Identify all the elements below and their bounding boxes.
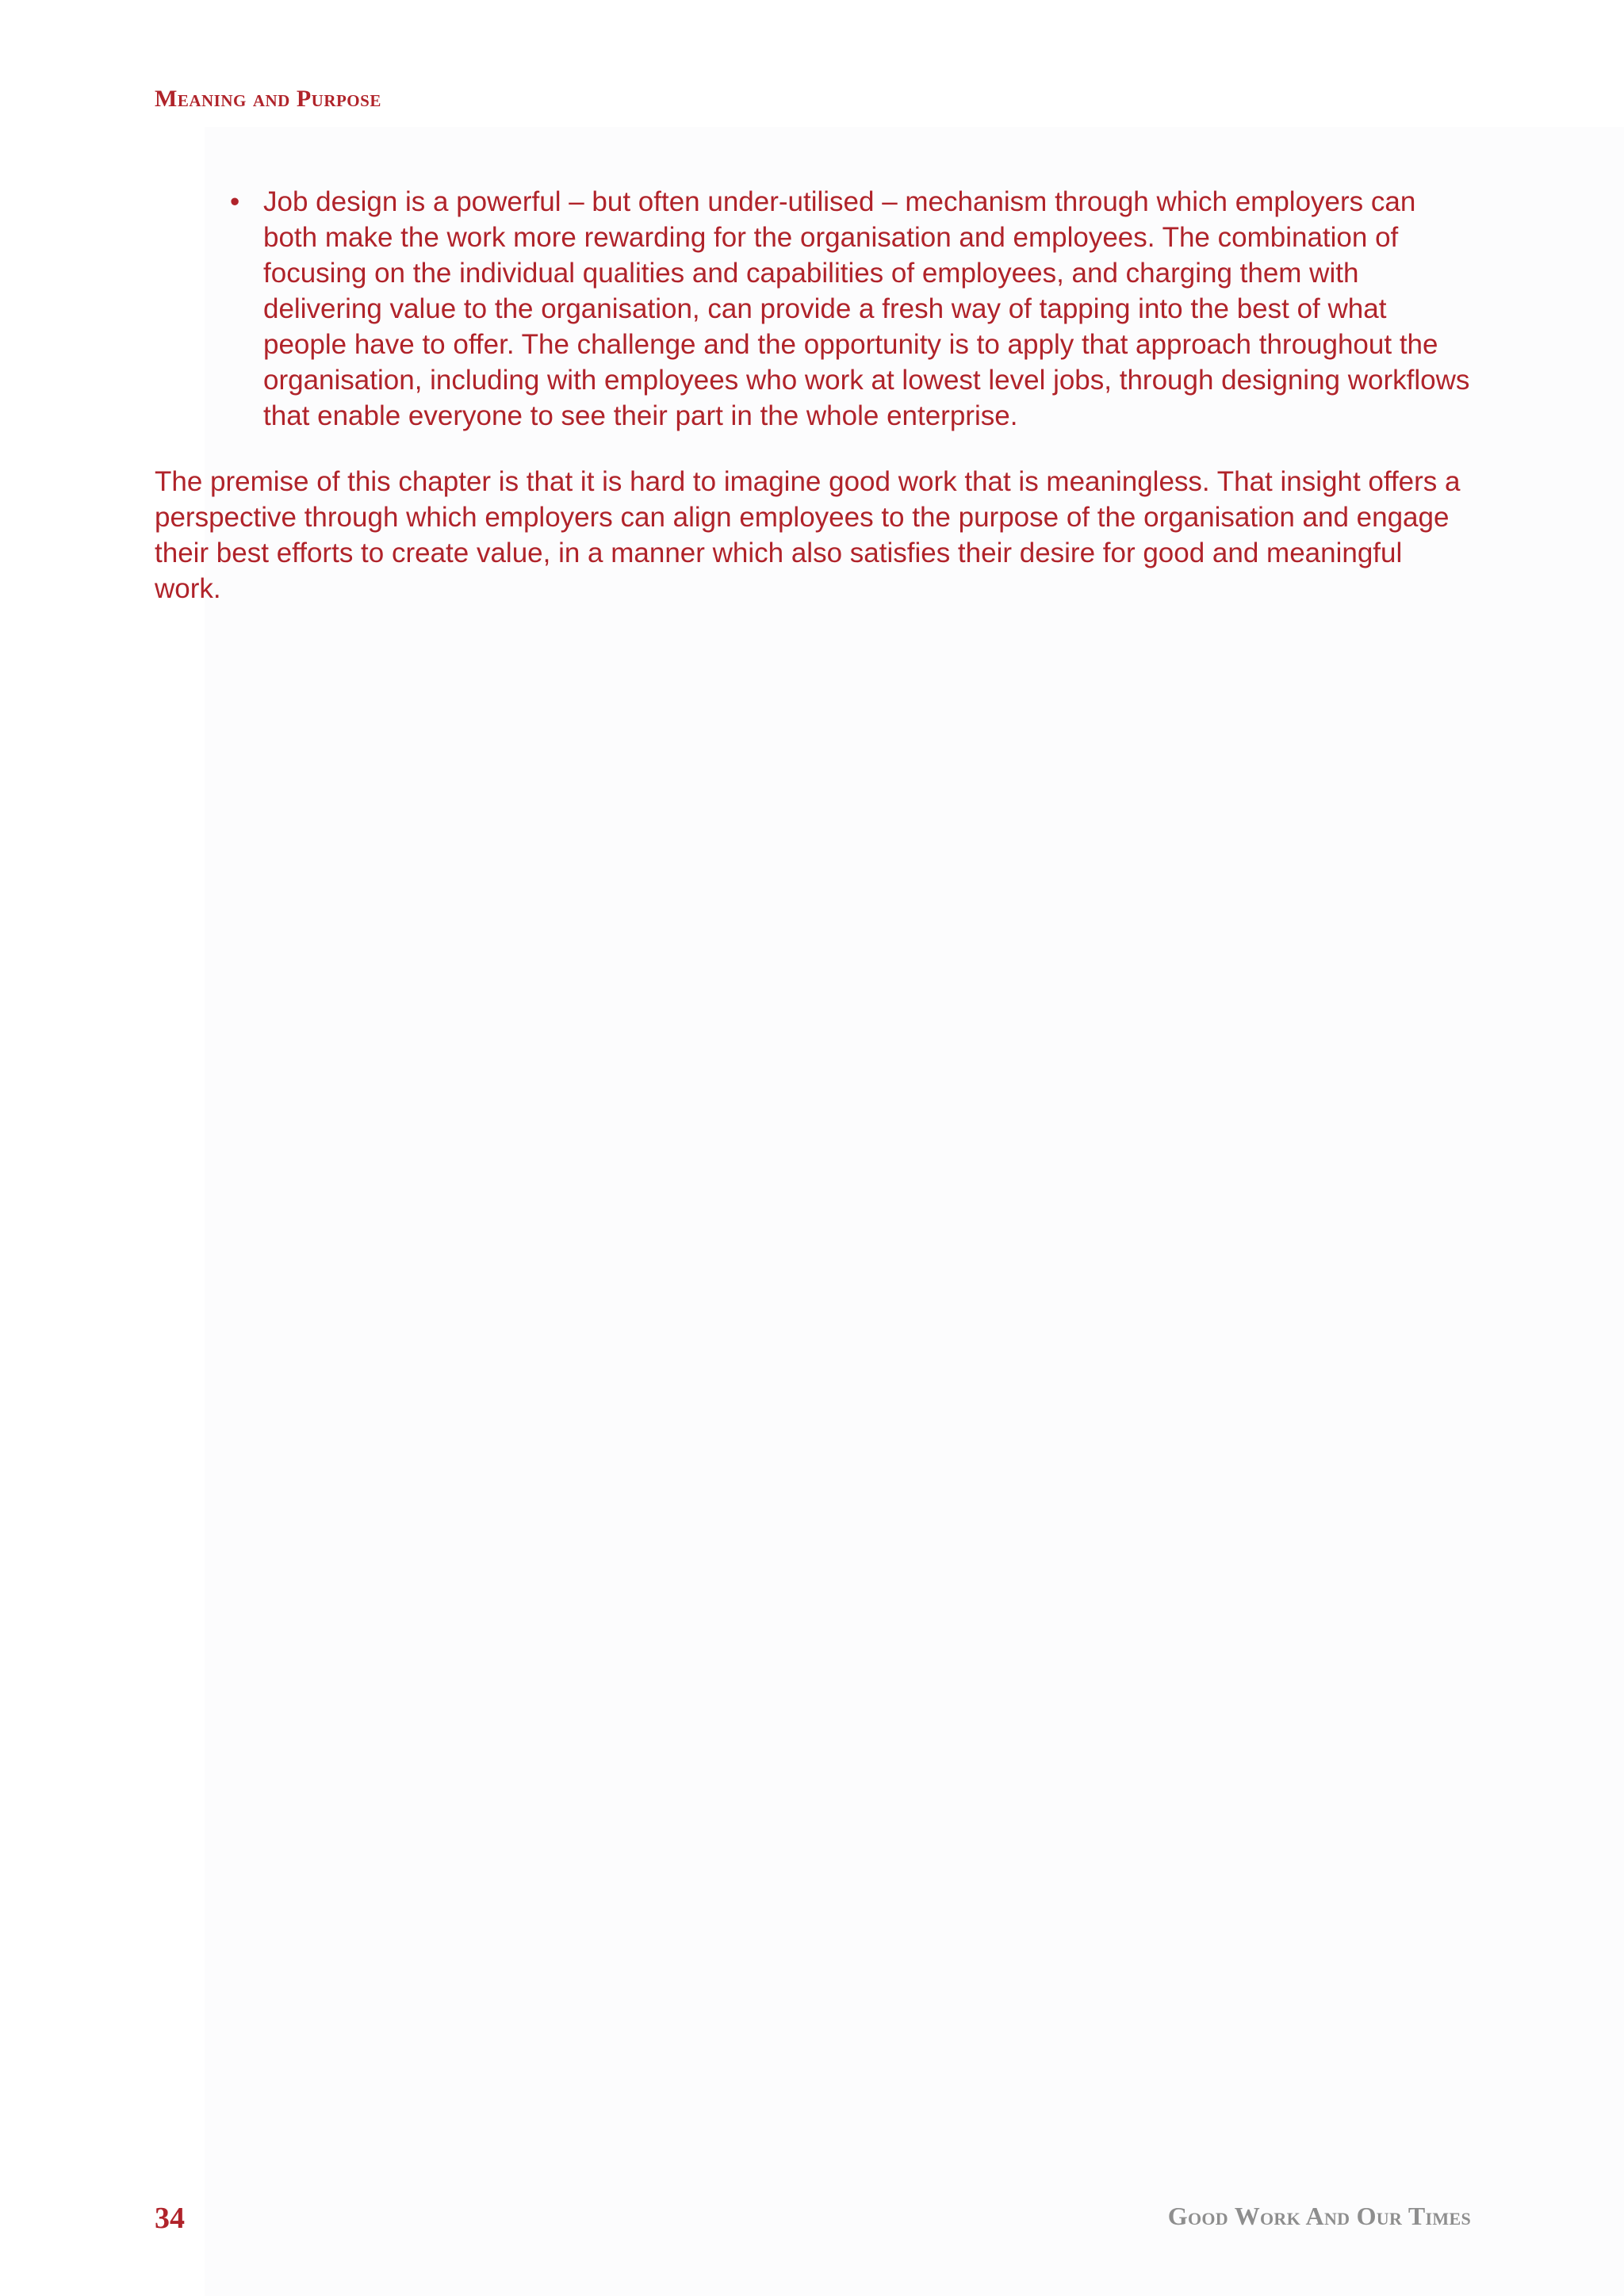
body-paragraph: The premise of this chapter is that it is hard to imagine good work that is meaningless. That insight offers a perspective through which employers can align employees to the purpose of the organisation and engage their best efforts to create value, in a manner which also satisfies their desire for good and meaningful work. bbox=[155, 466, 1461, 604]
list-item bbox=[155, 184, 1471, 434]
page-number: 34 bbox=[155, 2202, 185, 2235]
bullet-text: Job design is a powerful – but often under-utilised – mechanism through which employers can both make the work more rewarding for the organisation and employees. The combination of focusing on the individual qualities and capabilities of employees, and charging them with delivering value to the organisation, can provide a fresh way of tapping into the best of what people have to offer. The challenge and the opportunity is to apply that approach throughout the organisation, including with employees who work at lowest level jobs, through designing workflows that enable everyone to see their part in the whole enterprise. bbox=[263, 186, 1470, 431]
bullet-icon: • bbox=[230, 186, 240, 217]
footer-book-title: Good Work And Our Times bbox=[1167, 2202, 1471, 2230]
main-content bbox=[155, 184, 1471, 607]
running-header: Meaning and Purpose bbox=[155, 86, 381, 112]
bullet-list bbox=[155, 184, 1471, 434]
